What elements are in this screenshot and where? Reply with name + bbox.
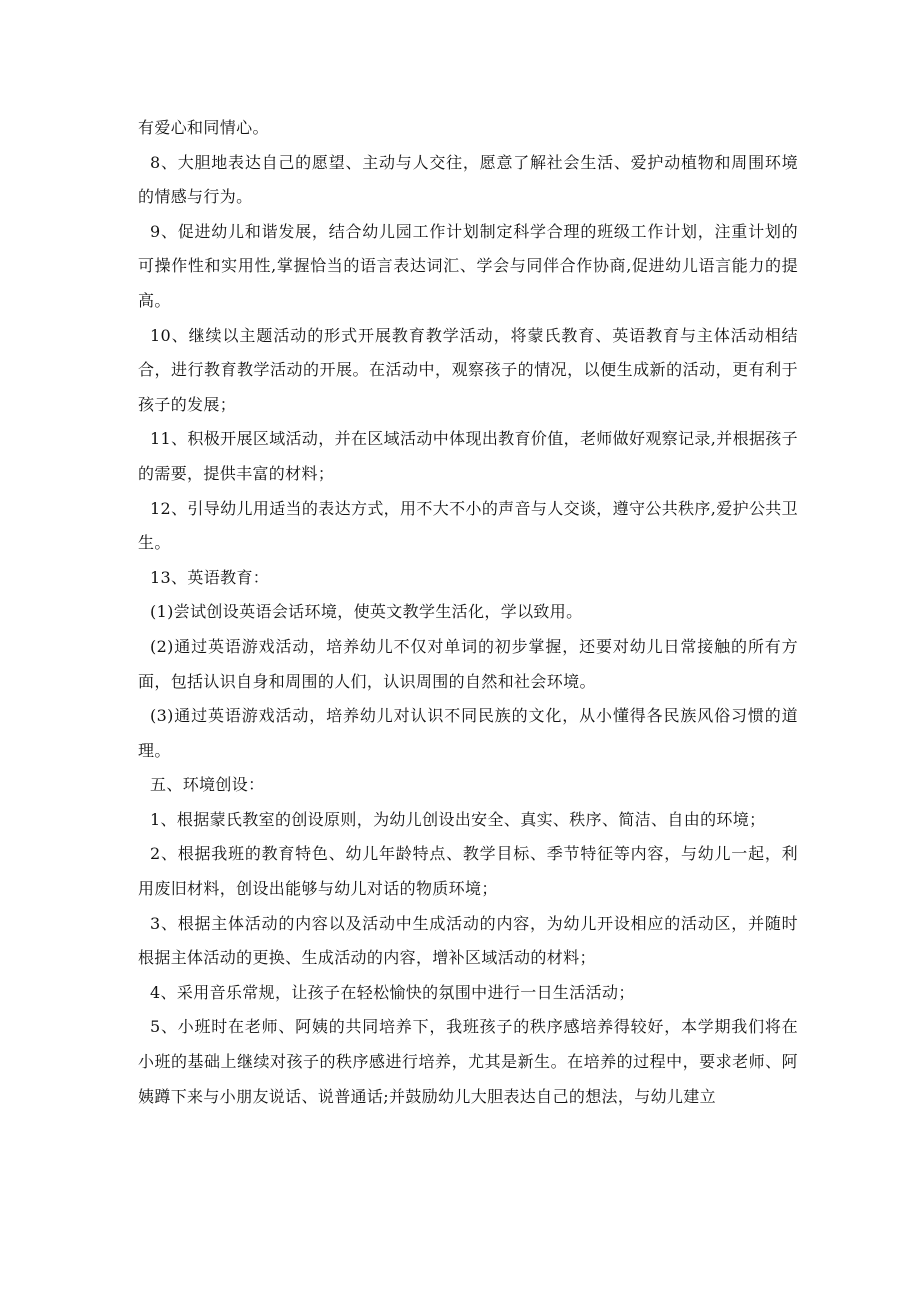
paragraph-14: 4、采用音乐常规，让孩子在轻松愉快的氛围中进行一日生活活动； xyxy=(150,982,635,1002)
paragraph-11: 1、根据蒙氏教室的创设原则，为幼儿创设出安全、真实、秩序、简洁、自由的环境； xyxy=(150,809,766,829)
paragraph-13: 3、根据主体活动的内容以及活动中生成活动的内容，为幼儿开设相应的活动区，并随时根据主体活动的更换、生成活动的内容，增补区域活动的材料； xyxy=(138,913,798,968)
paragraph-0: 有爱心和同情心。 xyxy=(138,118,269,137)
paragraph-1: 8、大胆地表达自己的愿望、主动与人交往，愿意了解社会生活、爱护动植物和周围环境的情感与行为。 xyxy=(138,152,798,207)
paragraph-3: 10、继续以主题活动的形式开展教育教学活动，将蒙氏教育、英语教育与主体活动相结合，进行教育教学活动的开展。在活动中，观察孩子的情况，以便生成新的活动，更有利于孩子的发展； xyxy=(138,325,798,414)
paragraph-6: 13、英语教育： xyxy=(150,567,270,587)
paragraph-8: (2)通过英语游戏活动，培养幼儿不仅对单词的初步掌握，还要对幼儿日常接触的所有方面，包括认识自身和周围的人们，认识周围的自然和社会环境。 xyxy=(138,636,798,691)
paragraph-12: 2、根据我班的教育特色、幼儿年龄特点、教学目标、季节特征等内容，与幼儿一起，利用废旧材料，创设出能够与幼儿对话的物质环境； xyxy=(138,844,798,899)
paragraph-5: 12、引导幼儿用适当的表达方式，用不大不小的声音与人交谈，遵守公共秩序,爱护公共卫生。 xyxy=(138,498,798,553)
paragraph-10: 五、环境创设： xyxy=(150,775,265,795)
paragraph-7: (1)尝试创设英语会话环境，使英文教学生活化，学以致用。 xyxy=(150,602,583,622)
paragraph-15: 5、小班时在老师、阿姨的共同培养下，我班孩子的秩序感培养得较好，本学期我们将在小班的基础上继续对孩子的秩序感进行培养，尤其是新生。在培养的过程中，要求老师、阿姨蹲下来与小朋友说话、说普通话;并鼓励幼儿大胆表达自己的想法，与幼儿建立 xyxy=(138,1017,798,1106)
paragraph-9: (3)通过英语游戏活动，培养幼儿对认识不同民族的文化，从小懂得各民族风俗习惯的道理。 xyxy=(138,706,798,760)
document-body xyxy=(138,111,798,1114)
paragraph-2: 9、促进幼儿和谐发展，结合幼儿园工作计划制定科学合理的班级工作计划，注重计划的可操作性和实用性,掌握恰当的语言表达词汇、学会与同伴合作协商,促进幼儿语言能力的提高。 xyxy=(138,221,798,310)
paragraph-4: 11、积极开展区域活动，并在区域活动中体现出教育价值，老师做好观察记录,并根据孩子的需要，提供丰富的材料； xyxy=(138,429,798,483)
